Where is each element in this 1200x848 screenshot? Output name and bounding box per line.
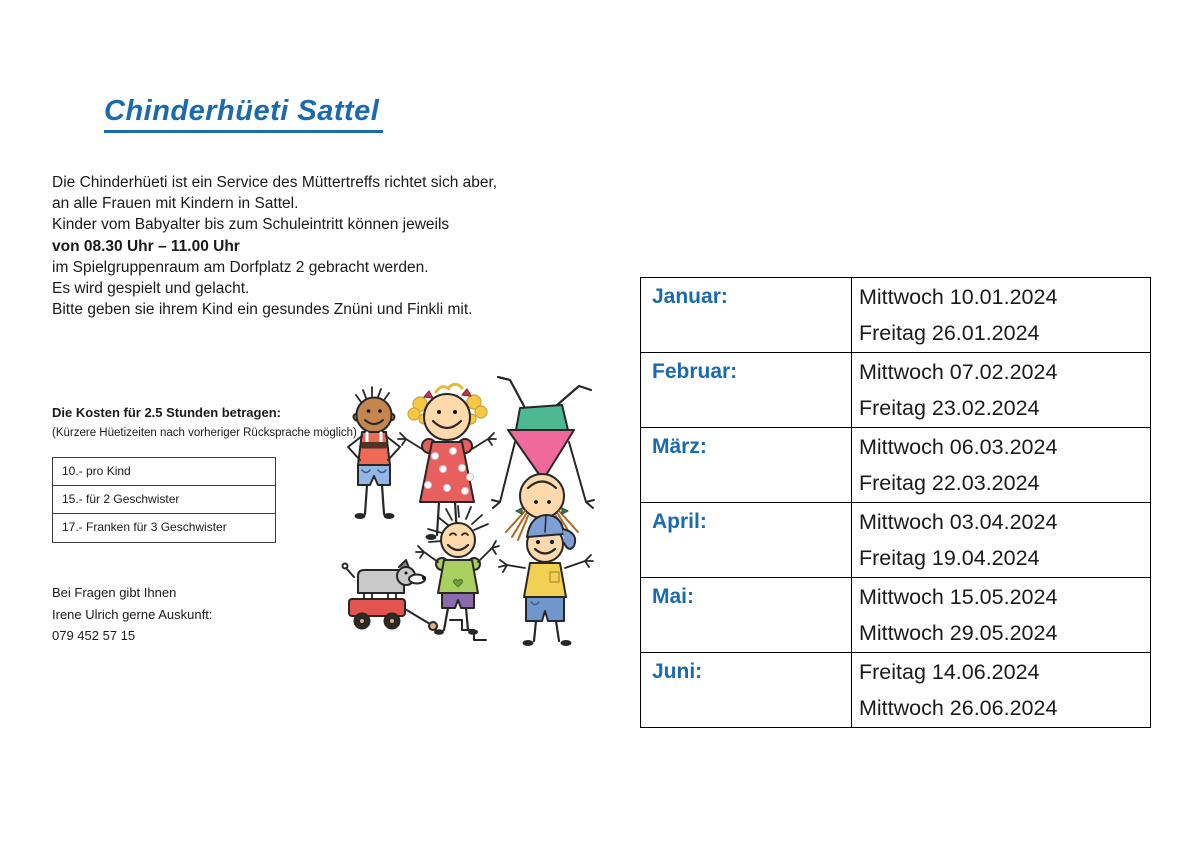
date-line: Mittwoch 26.06.2024: [859, 696, 1058, 720]
month-label: April:: [641, 503, 852, 578]
month-label: Januar:: [641, 278, 852, 353]
date-line: Mittwoch 07.02.2024: [859, 360, 1058, 384]
dates-cell: [852, 353, 1151, 428]
date-line: Freitag 14.06.2024: [859, 660, 1040, 684]
schedule-row: [641, 578, 1151, 653]
contact-phone: 079 452 57 15: [52, 628, 136, 643]
schedule-row: [641, 428, 1151, 503]
dog-wagon-figure: [343, 560, 438, 630]
costs-note: (Kürzere Hüetizeiten nach vorheriger Rücksprache möglich): [52, 427, 357, 439]
date-line: Mittwoch 06.03.2024: [859, 435, 1058, 459]
intro-line: Kinder vom Babyalter bis zum Schuleintritt können jeweils: [52, 216, 450, 234]
intro-paragraph: [52, 172, 592, 320]
month-label: Juni:: [641, 653, 852, 728]
month-label: März:: [641, 428, 852, 503]
cost-row: 17.- Franken für 3 Geschwister: [62, 520, 227, 534]
schedule-row: [641, 353, 1151, 428]
schedule-row: [641, 278, 1151, 353]
children-clipart-illustration: [340, 372, 596, 648]
date-line: Freitag 23.02.2024: [859, 396, 1040, 420]
contact-block: [52, 582, 212, 647]
month-label: Mai:: [641, 578, 852, 653]
page-title: Chinderhüeti Sattel: [104, 95, 383, 133]
cost-table: [52, 457, 276, 543]
date-line: Mittwoch 03.04.2024: [859, 510, 1058, 534]
dates-cell: [852, 428, 1151, 503]
costs-heading: Die Kosten für 2.5 Stunden betragen:: [52, 405, 281, 420]
month-label: Februar:: [641, 353, 852, 428]
date-line: Mittwoch 10.01.2024: [859, 285, 1058, 309]
dates-cell: [852, 653, 1151, 728]
intro-line: im Spielgruppenraum am Dorfplatz 2 gebracht werden.: [52, 258, 429, 276]
intro-line: Bitte geben sie ihrem Kind ein gesundes Znüni und Finkli mit.: [52, 301, 473, 319]
intro-line: Es wird gespielt und gelacht.: [52, 280, 250, 298]
schedule-row: [641, 503, 1151, 578]
dates-cell: [852, 503, 1151, 578]
dates-cell: [852, 578, 1151, 653]
schedule-table: [640, 277, 1151, 728]
cost-row: 10.- pro Kind: [53, 458, 275, 486]
boy-akimbo-figure: [348, 387, 400, 519]
intro-line: an alle Frauen mit Kindern in Sattel.: [52, 195, 299, 213]
date-line: Freitag 22.03.2024: [859, 471, 1040, 495]
cost-row: 15.- für 2 Geschwister: [53, 486, 275, 514]
date-line: Freitag 26.01.2024: [859, 321, 1040, 345]
intro-line: Die Chinderhüeti ist ein Service des Müttertreffs richtet sich aber,: [52, 174, 498, 191]
dates-cell: [852, 278, 1151, 353]
schedule-row: [641, 653, 1151, 728]
date-line: Mittwoch 15.05.2024: [859, 585, 1058, 609]
contact-line: Irene Ulrich gerne Auskunft:: [52, 606, 213, 622]
intro-line-hours: von 08.30 Uhr – 11.00 Uhr: [52, 237, 240, 255]
girl-green-figure: [416, 506, 499, 640]
date-line: Freitag 19.04.2024: [859, 546, 1040, 570]
contact-line: Bei Fragen gibt Ihnen: [52, 585, 177, 600]
date-line: Mittwoch 29.05.2024: [859, 621, 1058, 645]
